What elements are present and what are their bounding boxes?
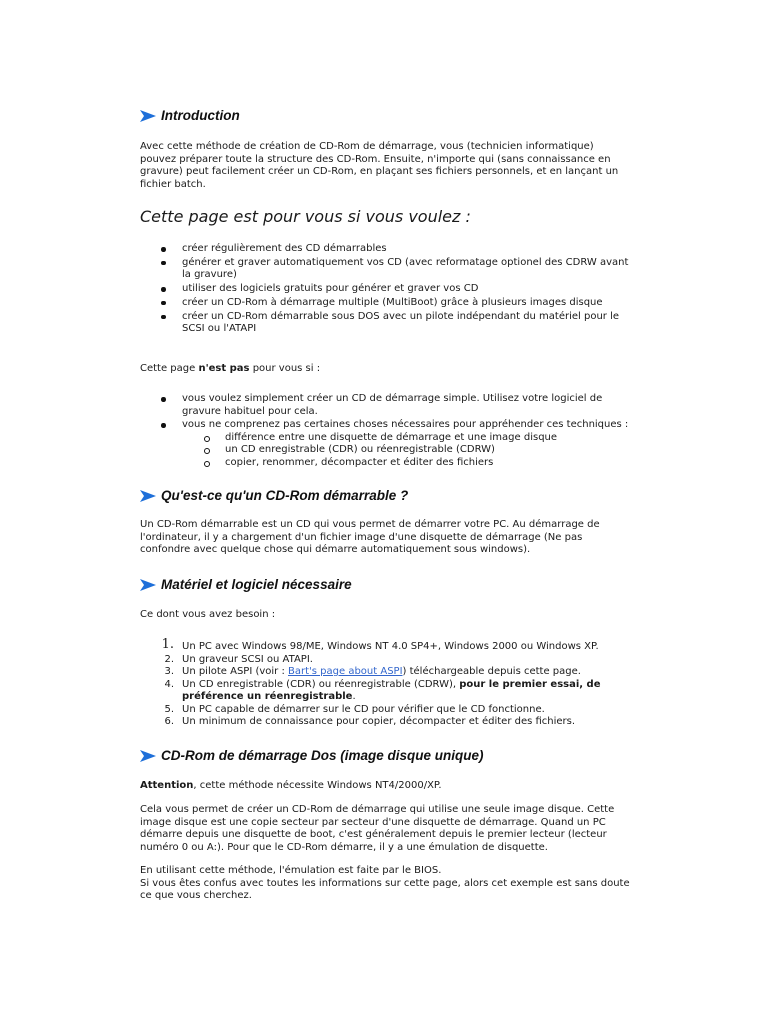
list-number: 5. [164, 703, 174, 715]
bootable-paragraph: Un CD-Rom démarrable est un CD qui vous permet de démarrer votre PC. Au démarrage de l'ordinateur, il y a chargement d'un fichier image d'une disquette de démarrage (Ne pas confondre avec quelque chose qui démarre automatiquement sous windows). [140, 519, 600, 555]
list-item [140, 666, 630, 679]
list-item-bold: pour le premier essai, de préférence un réenregistrable [182, 678, 601, 702]
sub-list-item [182, 457, 630, 470]
list-item-text: Un PC capable de démarrer sur le CD pour vérifier que le CD fonctionne. [182, 703, 545, 715]
list-item-text: générer et graver automatiquement vos CD (avec reformatage optionel des CDRW avant la gravure) [182, 256, 629, 281]
heading-text: Qu'est-ce qu'un CD-Rom démarrable ? [161, 488, 409, 503]
list-number: 6. [164, 716, 174, 727]
text-suffix: pour vous si : [249, 363, 321, 374]
not-for-you-list [140, 393, 630, 471]
list-item [140, 257, 630, 282]
list-item [140, 419, 630, 469]
sub-list-item [182, 444, 630, 457]
attention-paragraph [140, 780, 630, 793]
list-item-text: vous ne comprenez pas certaines choses nécessaires pour appréhender ces techniques : [182, 419, 629, 431]
attention-text: , cette méthode nécessite Windows NT4/2000/XP. [193, 780, 442, 791]
list-item [140, 704, 630, 717]
sub-list-item-text: un CD enregistrable (CDR) ou réenregistrable (CDRW) [225, 444, 495, 456]
list-item-text: Un graveur SCSI ou ATAPI. [182, 653, 313, 665]
list-item-text: vous voulez simplement créer un CD de démarrage simple. Utilisez votre logiciel de gravure habituel pour cela. [182, 393, 603, 417]
sub-list-item-text: différence entre une disquette de démarrage et une image disque [225, 431, 558, 443]
list-item [140, 393, 630, 418]
for-you-heading: Cette page est pour vous si vous voulez : [140, 207, 471, 226]
for-you-list [140, 243, 630, 337]
list-item-text: Un CD enregistrable (CDR) ou réenregistrable (CDRW), [182, 678, 460, 690]
list-item [140, 716, 630, 729]
list-item-text: Un pilote ASPI (voir : [182, 666, 289, 677]
hardware-list [140, 637, 630, 729]
heading-bootable [140, 488, 408, 504]
list-item [140, 311, 630, 336]
bullet-icon [161, 315, 166, 320]
arrow-icon [140, 490, 156, 502]
list-item [140, 243, 630, 256]
heading-hardware [140, 577, 352, 593]
dos-paragraph-2-line-1: En utilisant cette méthode, l'émulation est faite par le BIOS. [140, 865, 442, 876]
list-item-text: créer un CD-Rom démarrable sous DOS avec un pilote indépendant du matériel pour le SCSI ou l'ATAPI [182, 310, 620, 335]
text-prefix: Cette page [140, 363, 199, 374]
list-number: 2. [164, 653, 174, 665]
not-for-you-intro [140, 363, 630, 376]
list-number: 4. [164, 678, 174, 690]
sub-list-item-text: copier, renommer, décompacter et éditer des fichiers [225, 456, 494, 468]
arrow-icon [140, 110, 156, 122]
list-item-text: . [352, 691, 356, 702]
heading-introduction [140, 108, 240, 124]
sub-list [182, 432, 630, 470]
text-bold: n'est pas [198, 363, 250, 374]
circle-bullet-icon [204, 461, 210, 467]
list-item-text: Un minimum de connaissance pour copier, décompacter et éditer des fichiers. [182, 716, 576, 727]
heading-dos-boot [140, 748, 484, 764]
list-item-text: Un PC avec Windows 98/ME, Windows NT 4.0 SP4+, Windows 2000 ou Windows XP. [182, 641, 599, 652]
attention-label: Attention [140, 780, 194, 791]
list-item [140, 297, 630, 310]
heading-text: Matériel et logiciel nécessaire [161, 577, 352, 592]
list-item-text: ) téléchargeable depuis cette page. [402, 666, 581, 677]
bullet-icon [161, 301, 166, 306]
bullet-icon [161, 247, 166, 252]
list-item-text: créer un CD-Rom à démarrage multiple (MultiBoot) grâce à plusieurs images disque [182, 296, 603, 308]
sub-list-item [182, 432, 630, 445]
hardware-intro: Ce dont vous avez besoin : [140, 609, 276, 620]
heading-text: Introduction [161, 108, 240, 123]
bullet-icon [161, 423, 166, 428]
dos-paragraph-2-line-2: Si vous êtes confus avec toutes les informations sur cette page, alors cet exemple est sans doute ce que vous cherchez. [140, 877, 630, 901]
arrow-icon [140, 579, 156, 591]
circle-bullet-icon [204, 448, 210, 454]
heading-text: CD-Rom de démarrage Dos (image disque unique) [161, 748, 484, 763]
list-item [140, 654, 630, 667]
list-item [140, 679, 630, 704]
intro-paragraph: Avec cette méthode de création de CD-Rom de démarrage, vous (technicien informatique) pouvez préparer toute la structure des CD-Rom. Ensuite, n'importe qui (sans connaissance en gravure) peut facilement créer un CD-Rom, en plaçant ses fichiers personnels, et en lançant un fichier batch. [140, 141, 619, 190]
list-item-text: utiliser des logiciels gratuits pour générer et graver vos CD [182, 283, 479, 295]
list-number: 3. [164, 666, 174, 677]
dos-paragraph-2 [140, 865, 630, 903]
dos-paragraph-1: Cela vous permet de créer un CD-Rom de démarrage qui utilise une seule image disque. Cette image disque est une copie secteur par secteur d'une disquette de démarrage. Quand un PC démarre depuis une disquette de boot, c'est généralement depuis le premier lecteur (lecteur numéro 0 ou A:). Pour que le CD-Rom démarre, il y a une émulation de disquette. [140, 804, 615, 853]
list-item [140, 637, 630, 654]
list-item-text: créer régulièrement des CD démarrables [182, 243, 387, 254]
bullet-icon [161, 261, 166, 266]
bullet-icon [161, 287, 166, 292]
aspi-link[interactable]: Bart's page about ASPI [288, 666, 403, 677]
circle-bullet-icon [204, 436, 210, 442]
bullet-icon [161, 397, 166, 402]
list-number: 1. [161, 637, 174, 652]
list-item [140, 283, 630, 296]
arrow-icon [140, 750, 156, 762]
